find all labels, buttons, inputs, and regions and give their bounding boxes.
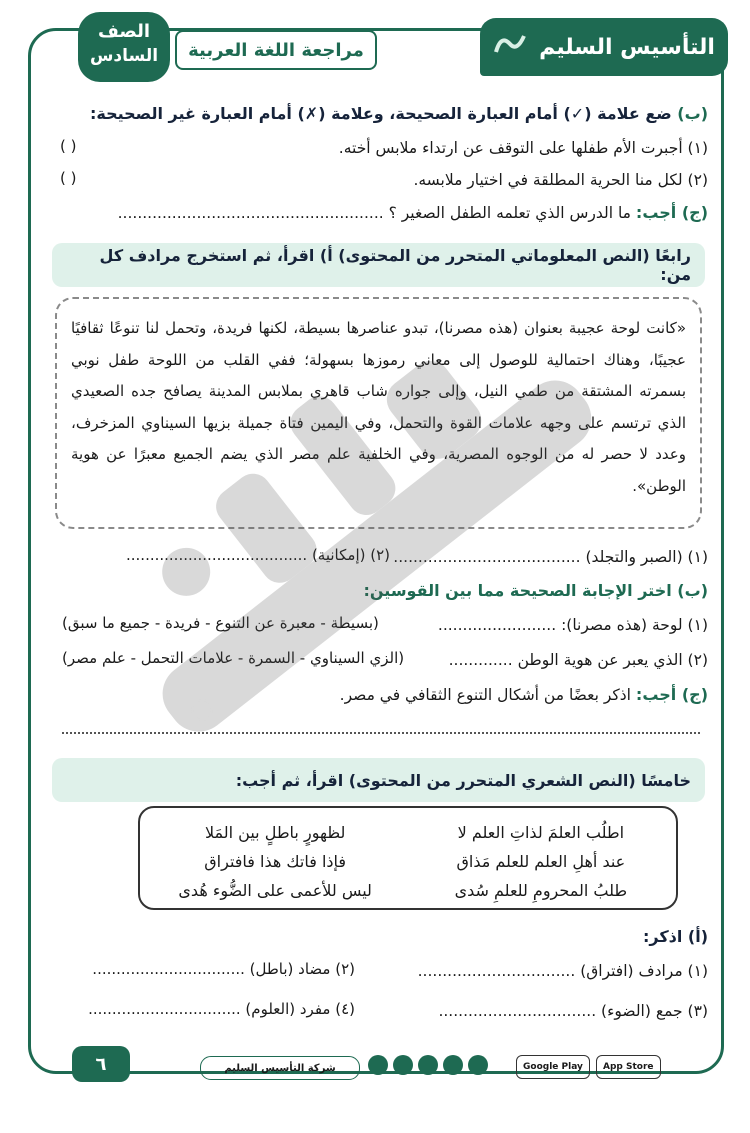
brand-banner bbox=[480, 18, 728, 76]
info-passage: «كانت لوحة عجيبة بعنوان (هذه مصرنا)، تبدو عناصرها بسيطة، لكنها فريدة، وتحمل لنا تنوعًا ثقافيًا عجيبًا، وهناك احتمالية للوصول إلى معاني رموزها بسهولة؛ ففي القلب من اللوحة طفل نوبي بسمرته المشتقة من طمي النيل، وإلى جواره شاب قاهري بملابس المدينة يصافح جده الصعيدي الذي ترتسم على وجهه علامات القوة والتحمل، وفي اليمين فتاة جميلة بزيها السيناوي المزخرف، وعدد لا حصر له من الوجوه المصرية، وفي الخلفية علم مصر الذي يضم الجميع معبرًا عن هوية الوطن». bbox=[55, 297, 702, 529]
part-b-instruction: ضع علامة (✓) أمام العبارة الصحيحة، وعلامة (✗) أمام العبارة غير الصحيحة: bbox=[89, 104, 672, 123]
x-icon[interactable] bbox=[393, 1055, 413, 1075]
page-number: ٦ bbox=[72, 1046, 130, 1082]
choose-label: (ب) bbox=[677, 581, 708, 600]
instagram-icon[interactable] bbox=[418, 1055, 438, 1075]
mention-item-1-text[interactable]: (١) مرادف (افتراق) ................................ bbox=[417, 962, 708, 980]
poem-hemistich-left: ليس للأعمى على الضُّوء هُدى bbox=[178, 881, 372, 900]
brand-title: التأسيس السليم bbox=[539, 34, 715, 60]
poem-hemistich-right: عند أهلِ العلم للعلم مَذاق bbox=[456, 852, 626, 871]
poem-line bbox=[162, 876, 654, 905]
search-icon[interactable] bbox=[468, 1055, 488, 1075]
choice-item-2-options: (الزي السيناوي - السمرة - علامات التحمل - علم مصر) bbox=[62, 649, 405, 667]
youtube-icon[interactable] bbox=[368, 1055, 388, 1075]
tf-item-2-answer[interactable]: ( ) bbox=[60, 169, 77, 187]
google-play-badge[interactable]: Google Play bbox=[516, 1055, 590, 1079]
poem-line bbox=[162, 818, 654, 847]
poem-box bbox=[138, 806, 678, 910]
section4-question-label: (ج) أجب: bbox=[635, 685, 708, 704]
tf-item-2-text: (٢) لكل منا الحرية المطلقة في اختيار ملابسه. bbox=[413, 171, 708, 189]
poem-line bbox=[162, 847, 654, 876]
tf-item-1-text: (١) أجبرت الأم طفلها على التوقف عن ارتداء ملابس أخته. bbox=[338, 139, 708, 157]
app-store-badge[interactable]: App Store bbox=[596, 1055, 661, 1079]
grade-value: السادس bbox=[89, 46, 159, 66]
mention-item-3-text[interactable]: (٣) جمع (الضوء) ................................ bbox=[438, 1002, 708, 1020]
answer-line[interactable] bbox=[62, 732, 700, 734]
brand-logo-icon bbox=[493, 30, 527, 64]
part-b-label: (ب) bbox=[677, 104, 708, 123]
poem-hemistich-right: اطلُب العلمَ لذاتِ العلم لا bbox=[457, 823, 625, 842]
choose-heading bbox=[50, 580, 708, 602]
part-b-heading bbox=[50, 103, 708, 125]
part-b-question bbox=[50, 202, 708, 224]
part-b-question-label: (ج) أجب: bbox=[635, 203, 708, 222]
poem-hemistich-right: طلبُ المحرومِ للعلمِ سُدى bbox=[454, 881, 628, 900]
choice-item-1-question[interactable]: (١) لوحة (هذه مصرنا): ........................ bbox=[437, 616, 708, 634]
grade-label: الصف bbox=[97, 21, 151, 42]
poem-hemistich-left: فإذا فاتك هذا فافتراق bbox=[204, 852, 347, 871]
social-icons bbox=[368, 1055, 488, 1075]
mention-heading: (أ) اذكر: bbox=[642, 927, 708, 946]
section5-heading: خامسًا (النص الشعري المتحرر من المحتوى) اقرأ، ثم أجب: bbox=[52, 758, 705, 802]
section4-heading: رابعًا (النص المعلوماتي المتحرر من المحتوى) أ) اقرأ، ثم استخرج مرادف كل من: bbox=[52, 243, 705, 287]
company-name: شركة التأسيس السليم bbox=[200, 1056, 360, 1080]
tf-item-2 bbox=[50, 169, 708, 191]
tf-item-1 bbox=[50, 137, 708, 159]
section4-question bbox=[50, 684, 708, 706]
part-b-question-text[interactable]: ما الدرس الذي تعلمه الطفل الصغير ؟ ...................................................... bbox=[117, 204, 631, 222]
poem-hemistich-left: لظهورٍ باطلٍ بين المَلا bbox=[204, 823, 346, 842]
synonym-item-1-text[interactable]: (١) (الصبر والتجلد) ...................................... bbox=[393, 548, 708, 566]
choice-item-1-options: (بسيطة - معبرة عن التنوع - فريدة - جميع ما سبق) bbox=[62, 614, 379, 632]
mention-item-4[interactable]: (٤) مفرد (العلوم) ................................ bbox=[88, 1000, 355, 1018]
synonym-item-2[interactable]: (٢) (إمكانية) ...................................... bbox=[126, 546, 390, 564]
choose-instruction: اختر الإجابة الصحيحة مما بين القوسين: bbox=[363, 581, 672, 600]
section4-question-text: اذكر بعضًا من أشكال التنوع الثقافي في مصر. bbox=[339, 686, 631, 704]
facebook-icon[interactable] bbox=[443, 1055, 463, 1075]
grade-badge bbox=[78, 12, 170, 82]
tf-item-1-answer[interactable]: ( ) bbox=[60, 137, 77, 155]
choice-item-2-question[interactable]: (٢) الذي يعبر عن هوية الوطن ............. bbox=[448, 651, 708, 669]
mention-item-2[interactable]: (٢) مضاد (باطل) ................................ bbox=[92, 960, 355, 978]
subject-title: مراجعة اللغة العربية bbox=[175, 30, 377, 70]
